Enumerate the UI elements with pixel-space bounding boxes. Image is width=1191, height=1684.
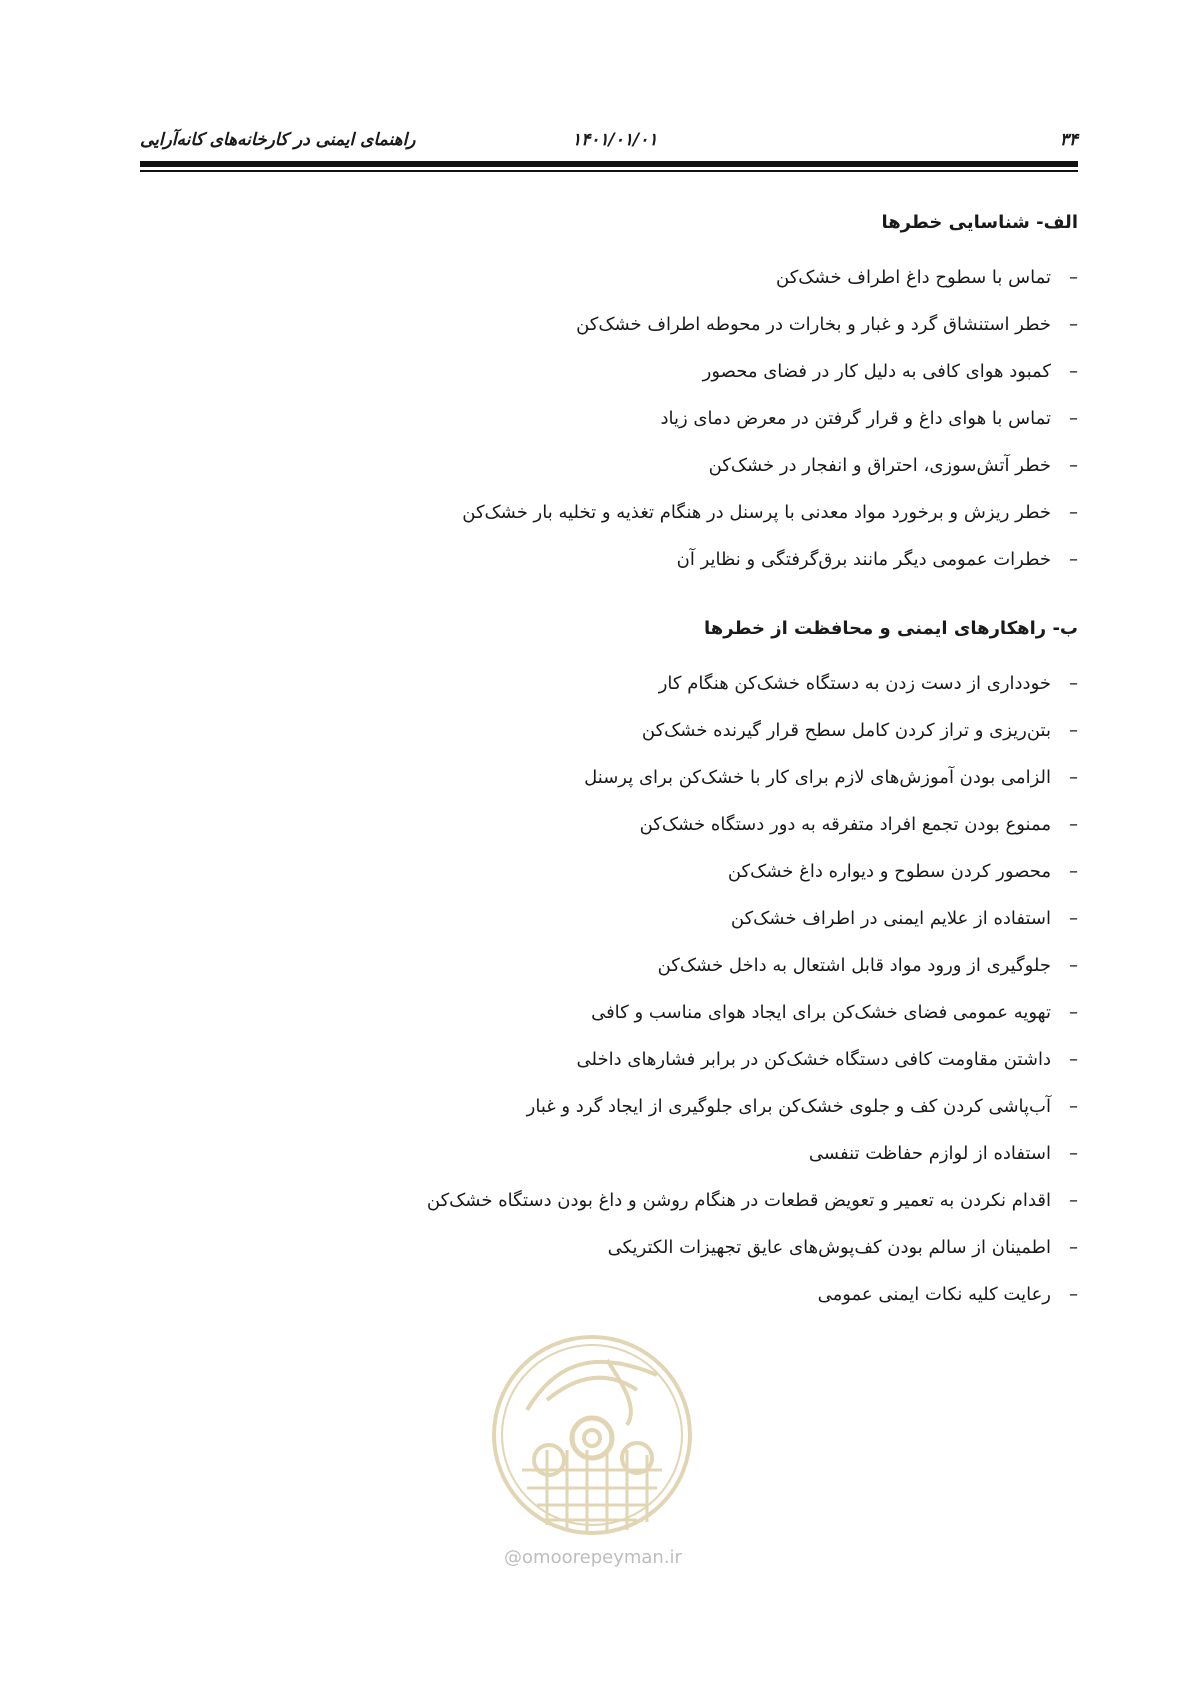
watermark-logo [487,1330,697,1540]
list-item-text: خودداری از دست زدن به دستگاه خشک‌کن هنگام کار [658,673,1051,694]
list-bullet: – [1069,1284,1078,1305]
list-item [140,1271,1078,1318]
list-bullet: – [1069,1190,1078,1211]
list-item [140,395,1078,442]
list-item [140,536,1078,583]
list-bullet: – [1069,408,1078,429]
list-bullet: – [1069,314,1078,335]
list-item-text: تماس با هوای داغ و قرار گرفتن در معرض دمای زیاد [660,408,1051,429]
list-item [140,754,1078,801]
list-item-text: جلوگیری از ورود مواد قابل اشتعال به داخل خشک‌کن [657,955,1051,976]
list-item [140,707,1078,754]
list-item-text: ممنوع بودن تجمع افراد متفرقه به دور دستگاه خشک‌کن [639,814,1051,835]
list-item [140,660,1078,707]
list-item-text: آب‌پاشی کردن کف و جلوی خشک‌کن برای جلوگیری از ایجاد گرد و غبار [526,1096,1051,1117]
list-item [140,301,1078,348]
list-bullet: – [1069,455,1078,476]
section-b-title: ب- راهکارهای ایمنی و محافظت از خطرها [704,618,1078,639]
page-header [140,128,1078,160]
list-bullet: – [1069,1002,1078,1023]
list-bullet: – [1069,1049,1078,1070]
list-bullet: – [1069,549,1078,570]
header-title: راهنمای ایمنی در کارخانه‌های کانه‌آرایی [140,130,416,150]
list-bullet: – [1069,814,1078,835]
list-item [140,442,1078,489]
header-rule-thick [140,161,1078,167]
list-item [140,348,1078,395]
list-bullet: – [1069,1096,1078,1117]
list-item-text: الزامی بودن آموزش‌های لازم برای کار با خشک‌کن برای پرسنل [584,767,1051,788]
list-bullet: – [1069,1237,1078,1258]
list-item-text: خطر ریزش و برخورد مواد معدنی با پرسنل در هنگام تغذیه و تخلیه بار خشک‌کن [462,502,1051,523]
header-date: ۱۴۰۱/۰۱/۰۱ [572,130,658,150]
hazards-list [140,254,1078,583]
list-bullet: – [1069,955,1078,976]
header-rule-thin [140,170,1078,172]
list-item [140,801,1078,848]
page-number: ۳۴ [1059,130,1078,150]
list-item-text: بتن‌ریزی و تراز کردن کامل سطح قرار گیرنده خشک‌کن [641,720,1051,741]
list-item-text: خطر آتش‌سوزی، احتراق و انفجار در خشک‌کن [708,455,1051,476]
list-item [140,848,1078,895]
list-item-text: تماس با سطوح داغ اطراف خشک‌کن [776,267,1051,288]
safety-measures-list [140,660,1078,1318]
section-a-title: الف- شناسایی خطرها [881,212,1078,233]
watermark-website: @omoorepeyman.ir [504,1547,682,1568]
list-item-text: خطرات عمومی دیگر مانند برق‌گرفتگی و نظایر آن [676,549,1051,570]
list-item [140,1083,1078,1130]
list-item-text: تهویه عمومی فضای خشک‌کن برای ایجاد هوای مناسب و کافی [591,1002,1051,1023]
list-bullet: – [1069,908,1078,929]
list-item-text: اقدام نکردن به تعمیر و تعویض قطعات در هنگام روشن و داغ بودن دستگاه خشک‌کن [426,1190,1051,1211]
list-item [140,1130,1078,1177]
list-item [140,989,1078,1036]
list-bullet: – [1069,861,1078,882]
list-item-text: داشتن مقاومت کافی دستگاه خشک‌کن در برابر فشارهای داخلی [576,1049,1051,1070]
list-item [140,254,1078,301]
list-bullet: – [1069,267,1078,288]
list-bullet: – [1069,361,1078,382]
list-item [140,489,1078,536]
list-bullet: – [1069,767,1078,788]
list-item-text: استفاده از لوازم حفاظت تنفسی [808,1143,1051,1164]
list-bullet: – [1069,502,1078,523]
page-content [140,208,1078,1318]
list-item-text: محصور کردن سطوح و دیواره داغ خشک‌کن [727,861,1051,882]
list-bullet: – [1069,720,1078,741]
list-item [140,1036,1078,1083]
list-item-text: کمبود هوای کافی به دلیل کار در فضای محصور [702,361,1051,382]
list-item [140,895,1078,942]
list-item [140,1224,1078,1271]
list-item-text: خطر استنشاق گرد و غبار و بخارات در محوطه اطراف خشک‌کن [576,314,1051,335]
list-item [140,1177,1078,1224]
list-item-text: رعایت کلیه نکات ایمنی عمومی [817,1284,1051,1305]
list-item-text: استفاده از علایم ایمنی در اطراف خشک‌کن [730,908,1051,929]
list-item [140,942,1078,989]
list-item-text: اطمینان از سالم بودن کف‌پوش‌های عایق تجهیزات الکتریکی [607,1237,1051,1258]
list-bullet: – [1069,1143,1078,1164]
list-bullet: – [1069,673,1078,694]
